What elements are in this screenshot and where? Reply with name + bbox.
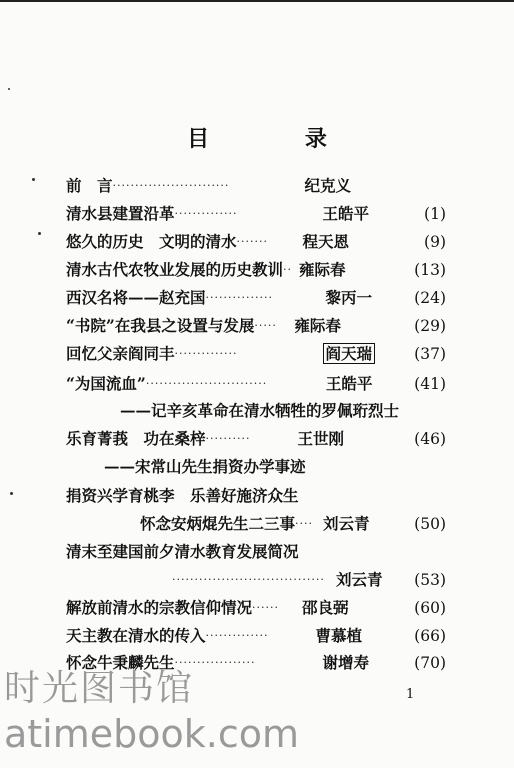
toc-leader-dots: ····· [254,319,277,332]
toc-leader-dots: ······ [252,601,279,614]
toc-entry-page: (70) [414,654,446,672]
toc-entry-page: (24) [414,289,446,307]
toc-entry-author: 谢增寿 [322,653,370,672]
toc-leader-dots: ·············· [174,207,238,220]
toc-leader-dots: ·· [283,263,293,276]
toc-entry[interactable] [66,371,446,397]
toc-entry-author: 阎天瑞 [323,343,376,364]
toc-entry-author: 程天恩 [302,232,350,251]
toc-entry-author: 纪克义 [304,176,352,195]
toc-entry-page: (1) [424,205,446,223]
toc-entry-title: 清水县建置沿革 [66,204,175,223]
toc-leader-dots: ·············· [205,629,269,642]
toc-entry-author: 王世刚 [297,429,345,448]
toc-entry-title: 捐资兴学育桃李 乐善好施济众生 [66,486,299,505]
toc-entry[interactable] [66,426,446,452]
toc-entry-title: 怀念牛秉麟先生 [66,653,175,672]
scan-speck [10,492,13,495]
toc-leader-dots: ······· [236,235,268,248]
toc-entry-page: (41) [414,375,446,393]
toc-entry[interactable] [66,257,446,283]
toc-entry-title: 西汉名将——赵充国 [66,288,206,307]
toc-leader-dots: ·········· [205,432,251,445]
toc-entry-title: “为国流血” [66,374,146,393]
toc-entry[interactable] [66,623,446,649]
toc-entry-title: 乐育菁莪 功在桑梓 [66,429,206,448]
toc-leader-dots: ·························· [112,179,230,192]
scan-speck [8,88,10,90]
toc-entry-title: 清水古代农牧业发展的历史教训 [66,260,284,279]
toc-leader-dots: ·············· [174,347,238,360]
toc-entry-author: 刘云青 [323,514,370,533]
toc-entry-author: 邵良弼 [302,598,349,617]
toc-leader-dots: ·································· [172,573,325,586]
toc-subtitle: ——记辛亥革命在清水牺牲的罗佩珩烈士 [120,401,400,420]
toc-entry-author: 雍际春 [299,260,346,279]
toc-entry[interactable] [172,567,446,593]
toc-entry-page: (46) [414,430,446,448]
toc-entry-author: 王皓平 [325,374,373,393]
toc-entry-author: 黎丙一 [325,288,373,307]
toc-entry-title: 前 言 [66,176,113,195]
toc-entry-page: (66) [414,627,446,645]
toc-entry[interactable] [66,173,446,199]
toc-entry-title: 怀念安炳焜先生二三事 [140,514,296,533]
toc-entry-title: 天主教在清水的传入 [66,626,206,645]
toc-entry-title: 解放前清水的宗教信仰情况 [66,598,253,617]
toc-entry-author: 刘云青 [336,570,383,589]
page-number: 1 [406,687,415,702]
toc-entry-title: 清末至建国前夕清水教育发展简况 [66,542,299,561]
watermark-text: 时光图书馆 [4,668,195,709]
toc-entry-page: (37) [414,345,446,363]
toc-entry[interactable] [66,285,446,311]
toc-entry[interactable] [66,229,446,255]
toc-subtitle: ——宋常山先生捐资办学事迹 [104,457,306,476]
page-title: 目 录 [187,126,371,152]
toc-entry[interactable] [66,201,446,227]
toc-entry[interactable] [66,483,446,509]
toc-entry-author: 曹慕植 [315,626,363,645]
toc-entry-author: 雍际春 [294,316,341,335]
toc-entry-title: 回忆父亲阎同丰 [66,344,175,363]
toc-entry-page: (29) [414,317,446,335]
toc-leader-dots: ·················· [174,656,256,669]
toc-entry[interactable] [66,595,446,621]
toc-leader-dots: ··············· [205,291,273,304]
toc-entry-title: “书院”在我县之设置与发展 [66,316,255,335]
toc-entry-page: (9) [424,233,446,251]
toc-entry[interactable] [140,511,446,537]
toc-entry-author: 王皓平 [322,204,370,223]
toc-entry[interactable] [66,539,446,565]
toc-entry[interactable] [66,341,446,367]
toc-entry-page: (50) [414,515,446,533]
toc-entry-title: 悠久的历史 文明的清水 [66,232,237,251]
toc-leader-dots: ···· [295,517,314,530]
watermark-url: atimebook.com [4,712,300,756]
toc-leader-dots: ··························· [145,377,268,390]
toc-entry-page: (53) [414,571,446,589]
top-border-line [0,0,514,2]
toc-entry-page: (60) [414,599,446,617]
toc-entry[interactable] [66,313,446,339]
scan-speck [38,232,41,235]
toc-entry-page: (13) [414,261,446,279]
scan-speck [32,178,35,181]
